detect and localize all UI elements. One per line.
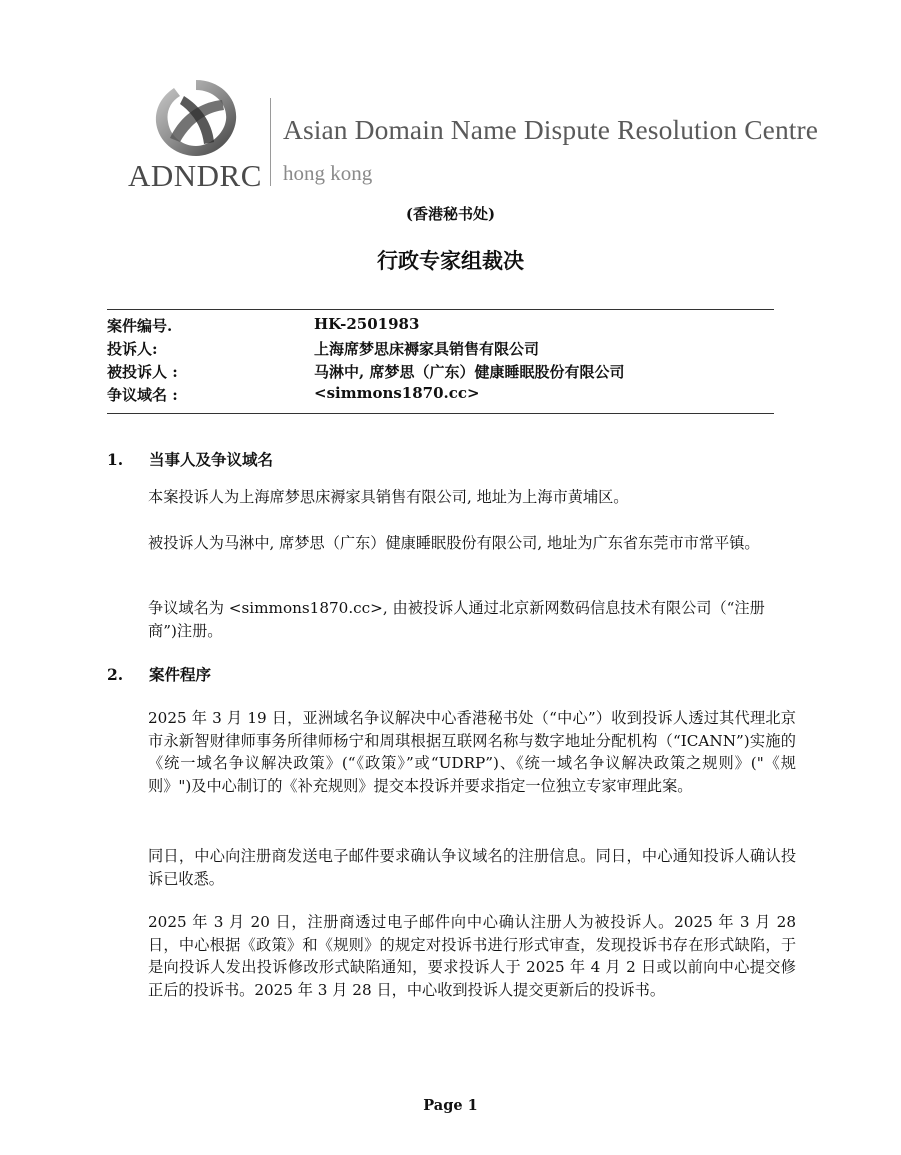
section-2-number: 2. (107, 665, 124, 684)
case-number-row (107, 315, 774, 338)
section-2-title: 案件程序 (149, 665, 212, 684)
section-1-number: 1. (107, 450, 124, 469)
case-info-table (107, 315, 774, 407)
logo-name: Asian Domain Name Dispute Resolution Centre (283, 114, 819, 145)
bottom-divider (107, 413, 774, 414)
logo-abbreviation: ADNDRC (128, 158, 262, 193)
section-1-paragraph: 被投诉人为马淋中, 席梦思（广东）健康睡眠股份有限公司, 地址为广东省东莞市市常平镇。 (148, 534, 760, 552)
disputed-domain-row (107, 384, 774, 407)
complainant-label: 投诉人: (107, 340, 158, 358)
secretariat-label: (香港秘书处) (405, 205, 496, 223)
page-number: Page 1 (423, 1097, 478, 1114)
respondent-row (107, 361, 774, 384)
adndrc-logo-icon (150, 76, 242, 160)
section-1-title: 当事人及争议域名 (149, 450, 274, 469)
section-2-paragraph: 2025 年 3 月 19 日，亚洲域名争议解决中心香港秘书处（“中心”）收到投诉人透过其代理北京市永新智财律师事务所律师杨宁和周琪根据互联网名称与数字地址分配机构（“ICANN”)实施的《统一域名争议解决政策》(“《政策》”或“UDRP”)、《统一域名争议解决政策之规则》("《规则》")及中心制订的《补充规则》提交本投诉并要求指定一位独立专家审理此案。 (148, 709, 796, 795)
section-1-heading (107, 448, 273, 470)
section-2-paragraph: 同日，中心向注册商发送电子邮件要求确认争议域名的注册信息。同日，中心通知投诉人确认投诉已收悉。 (148, 847, 796, 888)
case-number-value: HK-2501983 (314, 315, 420, 333)
page-title: 行政专家组裁决 (377, 248, 524, 273)
disputed-domain-label: 争议域名 : (107, 386, 178, 404)
section-1-paragraph: 争议域名为 <simmons1870.cc>, 由被投诉人通过北京新网数码信息技术有限公司（“注册商”)注册。 (148, 599, 765, 640)
logo-divider (270, 98, 271, 186)
complainant-row (107, 338, 774, 361)
section-1-paragraph: 本案投诉人为上海席梦思床褥家具销售有限公司, 地址为上海市黄埔区。 (148, 488, 629, 506)
top-divider (107, 309, 774, 310)
case-number-label: 案件编号. (107, 317, 173, 335)
respondent-label: 被投诉人 : (107, 363, 178, 381)
respondent-value: 马淋中, 席梦思（广东）健康睡眠股份有限公司 (314, 363, 625, 381)
disputed-domain-value: <simmons1870.cc> (314, 384, 480, 402)
section-2-heading (107, 663, 211, 685)
complainant-value: 上海席梦思床褥家具销售有限公司 (314, 340, 540, 358)
logo-subtitle: hong kong (283, 161, 373, 185)
section-2-paragraph: 2025 年 3 月 20 日，注册商透过电子邮件向中心确认注册人为被投诉人。2025 年 3 月 28 日，中心根据《政策》和《规则》的规定对投诉书进行形式审查，发现投诉书存在形式缺陷，于是向投诉人发出投诉修改形式缺陷通知，要求投诉人于 2025 年 4 月 2 日或以前向中心提交修正后的投诉书。2025 年 3 月 28 日，中心收到投诉人提交更新后的投诉书。 (148, 913, 796, 999)
